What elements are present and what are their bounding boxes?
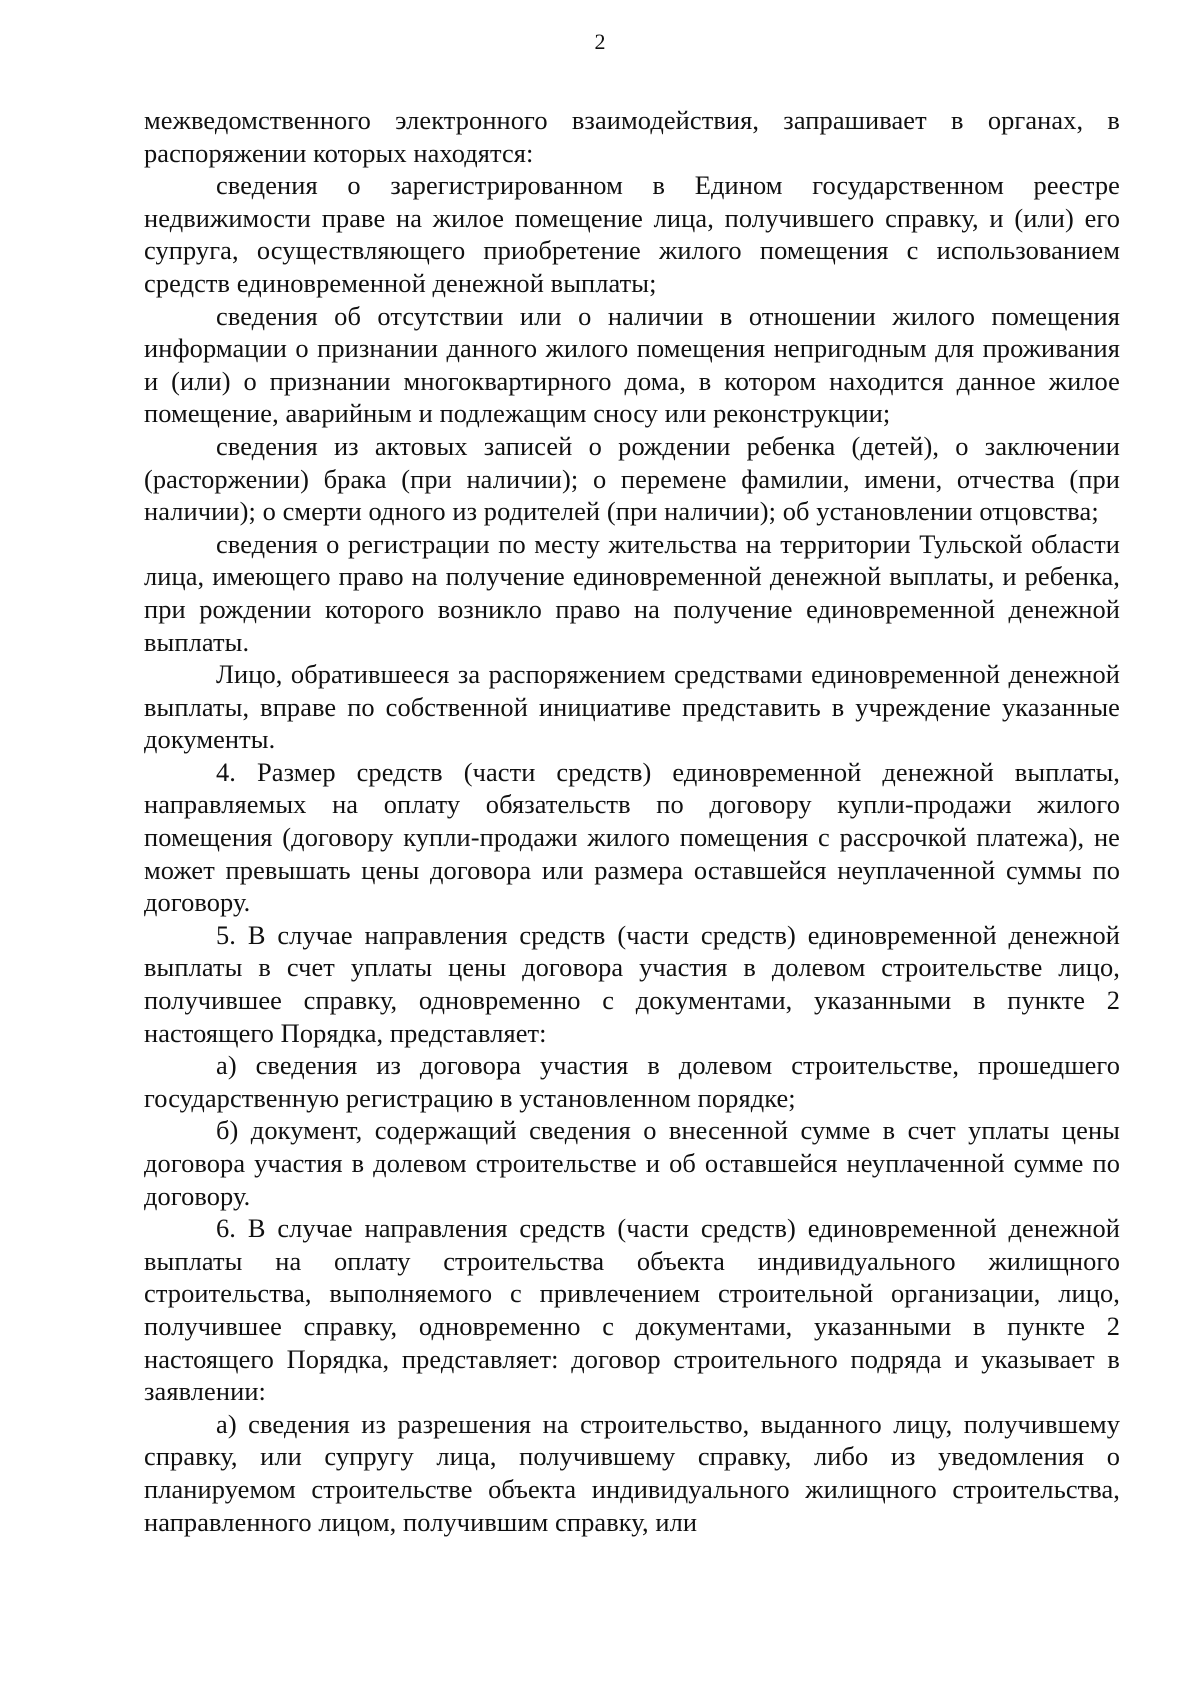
paragraph: сведения об отсутствии или о наличии в отношении жилого помещения информации о признании данного жилого помещения непригодным для проживания и (или) о признании многоквартирного дома, в котором находится данное жилое помещение, аварийным и подлежащим сносу или реконструкции; (144, 300, 1120, 429)
paragraph: б) документ, содержащий сведения о внесенной сумме в счет уплаты цены договора участия в долевом строительстве и об оставшейся неуплаченной сумме по договору. (144, 1115, 1120, 1211)
document-body (144, 104, 1120, 1538)
paragraph: 4. Размер средств (части средств) единовременной денежной выплаты, направляемых на оплату обязательств по договору купли-продажи жилого помещения (договору купли-продажи жилого помещения с рассрочкой платежа), не может превышать цены договора или размера оставшейся неуплаченной суммы по договору. (144, 756, 1120, 918)
paragraph: а) сведения из разрешения на строительство, выданного лицу, получившему справку, или супругу лица, получившему справку, либо из уведомления о планируемом строительстве объекта индивидуального жилищного строительства, направленного лицом, получившим справку, или (144, 1408, 1120, 1537)
paragraph: межведомственного электронного взаимодействия, запрашивает в органах, в распоряжении которых находятся: (144, 105, 1120, 168)
paragraph: сведения о регистрации по месту жительства на территории Тульской области лица, имеющего право на получение единовременной денежной выплаты, и ребенка, при рождении которого возникло право на получение единовременной денежной выплаты. (144, 528, 1120, 657)
paragraph: 6. В случае направления средств (части средств) единовременной денежной выплаты на оплату строительства объекта индивидуального жилищного строительства, выполняемого с привлечением строительной организации, лицо, получившее справку, одновременно с документами, указанными в пункте 2 настоящего Порядка, представляет: договор строительного подряда и указывает в заявлении: (144, 1213, 1120, 1407)
paragraph: Лицо, обратившееся за распоряжением средствами единовременной денежной выплаты, вправе по собственной инициативе представить в учреждение указанные документы. (144, 659, 1120, 755)
paragraph: 5. В случае направления средств (части средств) единовременной денежной выплаты в счет уплаты цены договора участия в долевом строительстве лицо, получившее справку, одновременно с документами, указанными в пункте 2 настоящего Порядка, представляет: (144, 919, 1120, 1048)
page-number: 2 (594, 29, 606, 54)
paragraph: а) сведения из договора участия в долевом строительстве, прошедшего государственную регистрацию в установленном порядке; (144, 1050, 1120, 1113)
paragraph: сведения из актовых записей о рождении ребенка (детей), о заключении (расторжении) брака (при наличии); о перемене фамилии, имени, отчества (при наличии); о смерти одного из родителей (при наличии); об установлении отцовства; (144, 430, 1120, 527)
paragraph: сведения о зарегистрированном в Едином государственном реестре недвижимости праве на жилое помещение лица, получившего справку, и (или) его супруга, осуществляющего приобретение жилого помещения с использованием средств единовременной денежной выплаты; (144, 170, 1120, 298)
